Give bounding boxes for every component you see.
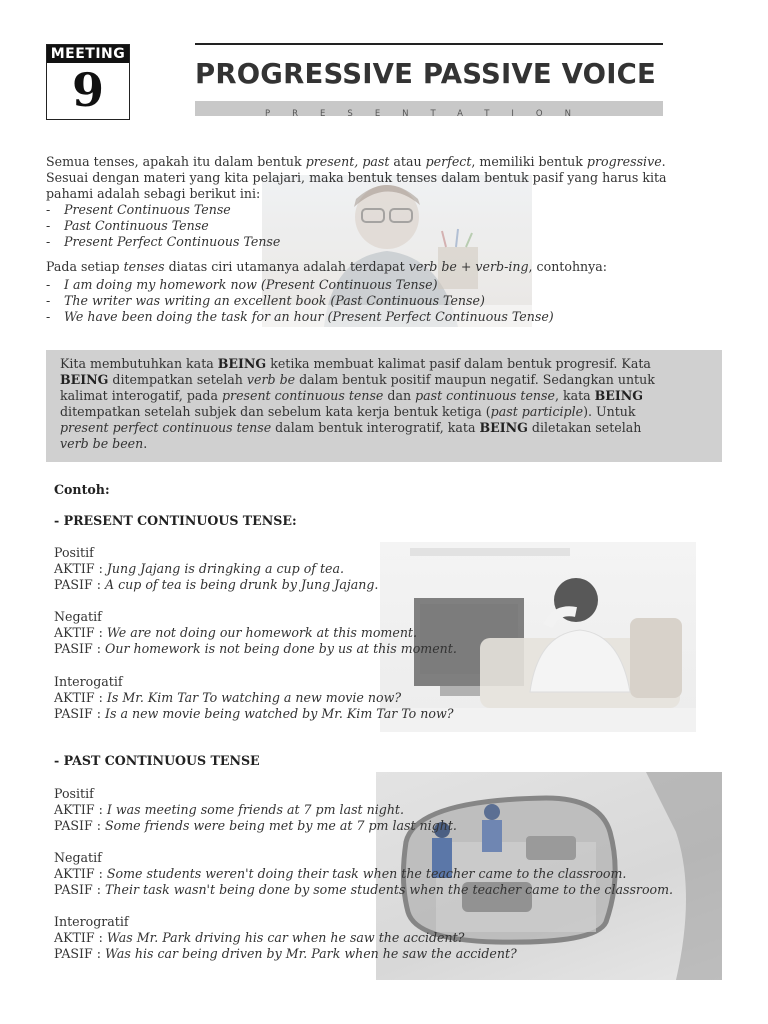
aktif-prefix: AKTIF :	[54, 866, 107, 881]
group-label: Negatif	[54, 609, 102, 624]
note-text: , kata	[554, 388, 595, 403]
note-text: diletakan setelah	[527, 420, 642, 435]
page-subtitle: PRESENTATION	[265, 109, 593, 119]
example-item: The writer was writing an excellent book (Past Continuous Tense)	[64, 293, 485, 308]
intro-italic: perfect	[425, 154, 472, 169]
meeting-badge	[46, 44, 130, 120]
aktif-text: Jung Jajang is dringking a cup of tea.	[106, 561, 344, 576]
pattern-italic: tenses	[123, 259, 165, 274]
aktif-prefix: AKTIF :	[54, 930, 107, 945]
pattern-paragraph	[46, 259, 607, 275]
group-label: Positif	[54, 786, 94, 801]
note-italic: past participle	[490, 404, 584, 419]
note-bold: BEING	[594, 388, 644, 403]
pasif-sentence	[54, 577, 378, 593]
note-bold: BEING	[479, 420, 528, 435]
present-interogatif-group	[54, 674, 453, 722]
note-text: ketika membuat kalimat pasif dalam bentuk progresif. Kata	[266, 356, 651, 371]
group-label: Interogatif	[54, 674, 123, 689]
present-positif-group	[54, 545, 378, 593]
intro-line-2: Sesuai dengan materi yang kita pelajari, maka bentuk tenses dalam bentuk pasif yang harus kita	[46, 170, 667, 185]
list-item: - Present Perfect Continuous Tense	[46, 234, 281, 249]
intro-line-3: pahami adalah sebagi berikut ini:	[46, 186, 261, 201]
list-item: - The writer was writing an excellent book (Past Continuous Tense)	[46, 293, 485, 308]
pasif-text: Was his car being driven by Mr. Park when he saw the accident?	[105, 946, 517, 961]
note-text: dalam bentuk interogratif, kata	[271, 420, 480, 435]
note-line-5	[60, 420, 708, 436]
note-line-3	[60, 388, 708, 404]
being-note-box	[46, 350, 722, 462]
subtitle-bar	[195, 101, 663, 119]
group-label: Positif	[54, 545, 94, 560]
list-item: - Past Continuous Tense	[46, 218, 209, 233]
aktif-sentence	[54, 625, 457, 641]
aktif-prefix: AKTIF :	[54, 802, 107, 817]
meeting-label: MEETING	[47, 45, 129, 63]
intro-text: atau	[389, 154, 426, 169]
pasif-text: Our homework is not being done by us at this moment.	[105, 641, 457, 656]
aktif-sentence	[54, 561, 378, 577]
aktif-text: Is Mr. Kim Tar To watching a new movie now?	[106, 690, 402, 705]
present-negatif-group	[54, 609, 457, 657]
note-italic: past continuous tense	[415, 388, 555, 403]
pasif-sentence	[54, 818, 457, 834]
pasif-text: A cup of tea is being drunk by Jung Jajang.	[105, 577, 379, 592]
note-line-6	[60, 436, 708, 452]
pattern-italic: verb be + verb-ing	[408, 259, 529, 274]
intro-italic: progressive	[586, 154, 662, 169]
aktif-text: Some students weren't doing their task when the teacher came to the classroom.	[106, 866, 627, 881]
example-item: We have been doing the task for an hour (Present Perfect Continuous Tense)	[64, 309, 554, 324]
aktif-sentence	[54, 802, 457, 818]
note-text: ). Untuk	[583, 404, 636, 419]
pasif-sentence	[54, 706, 453, 722]
pattern-text: , contohnya:	[528, 259, 608, 274]
present-continuous-heading: - PRESENT CONTINUOUS TENSE:	[54, 513, 297, 528]
note-text: ditempatkan setelah	[108, 372, 247, 387]
list-item: - I am doing my homework now (Present Continuous Tense)	[46, 277, 438, 292]
tense-item: Past Continuous Tense	[64, 218, 209, 233]
meeting-number: 9	[71, 63, 104, 117]
pattern-text: Pada setiap	[46, 259, 124, 274]
intro-italic: present, past	[305, 154, 390, 169]
page-title: PROGRESSIVE PASSIVE VOICE	[195, 58, 657, 90]
list-item: - Present Continuous Tense	[46, 202, 231, 217]
list-item: - We have been doing the task for an hour (Present Perfect Continuous Tense)	[46, 309, 554, 324]
aktif-text: I was meeting some friends at 7 pm last night.	[106, 802, 404, 817]
aktif-sentence	[54, 866, 673, 882]
aktif-text: Was Mr. Park driving his car when he saw the accident?	[106, 930, 465, 945]
pasif-prefix: PASIF :	[54, 641, 106, 656]
note-line-4	[60, 404, 708, 420]
note-text: .	[143, 436, 148, 451]
aktif-text: We are not doing our homework at this moment.	[106, 625, 417, 640]
intro-line-1	[46, 154, 667, 170]
group-label: Negatif	[54, 850, 102, 865]
pattern-text: diatas ciri utamanya adalah terdapat	[164, 259, 409, 274]
aktif-sentence	[54, 930, 517, 946]
tense-item: Present Continuous Tense	[64, 202, 231, 217]
note-bold: BEING	[217, 356, 267, 371]
example-list	[46, 277, 554, 325]
note-text: ditempatkan setelah subjek dan sebelum kata kerja bentuk ketiga (	[60, 404, 491, 419]
aktif-prefix: AKTIF :	[54, 625, 107, 640]
example-item: I am doing my homework now (Present Continuous Tense)	[64, 277, 438, 292]
past-interogratif-group	[54, 914, 517, 962]
note-text: Kita membutuhkan kata	[60, 356, 218, 371]
tense-item: Present Perfect Continuous Tense	[64, 234, 281, 249]
note-bold: BEING	[60, 372, 109, 387]
pasif-prefix: PASIF :	[54, 818, 106, 833]
tense-list	[46, 202, 280, 250]
note-italic: present perfect continuous tense	[60, 420, 272, 435]
pasif-sentence	[54, 641, 457, 657]
note-italic: verb be been	[60, 436, 144, 451]
pasif-text: Is a new movie being watched by Mr. Kim Tar To now?	[105, 706, 454, 721]
intro-text: , memiliki bentuk	[471, 154, 587, 169]
aktif-prefix: AKTIF :	[54, 690, 107, 705]
intro-text: Semua tenses, apakah itu dalam bentuk	[46, 154, 306, 169]
pasif-prefix: PASIF :	[54, 577, 106, 592]
aktif-prefix: AKTIF :	[54, 561, 107, 576]
pasif-sentence	[54, 946, 517, 962]
note-text: dan	[383, 388, 416, 403]
pasif-prefix: PASIF :	[54, 706, 106, 721]
title-rule	[195, 43, 663, 45]
contoh-label: Contoh:	[54, 482, 110, 497]
past-positif-group	[54, 786, 457, 834]
pattern-line	[46, 259, 607, 275]
note-line-1	[60, 356, 708, 372]
group-label: Interogratif	[54, 914, 129, 929]
pasif-text: Their task wasn't being done by some students when the teacher came to the classroom.	[105, 882, 674, 897]
intro-text: .	[661, 154, 666, 169]
note-italic: verb be	[246, 372, 296, 387]
pasif-prefix: PASIF :	[54, 882, 106, 897]
past-negatif-group	[54, 850, 673, 898]
note-text: dalam bentuk positif maupun negatif. Sedangkan untuk	[295, 372, 655, 387]
pasif-text: Some friends were being met by me at 7 pm last night.	[105, 818, 457, 833]
pasif-prefix: PASIF :	[54, 946, 106, 961]
note-line-2	[60, 372, 708, 388]
intro-paragraph	[46, 154, 667, 202]
aktif-sentence	[54, 690, 453, 706]
note-text: kalimat interogatif, pada	[60, 388, 222, 403]
pasif-sentence	[54, 882, 673, 898]
past-continuous-heading: - PAST CONTINUOUS TENSE	[54, 753, 260, 768]
note-italic: present continuous tense	[222, 388, 384, 403]
